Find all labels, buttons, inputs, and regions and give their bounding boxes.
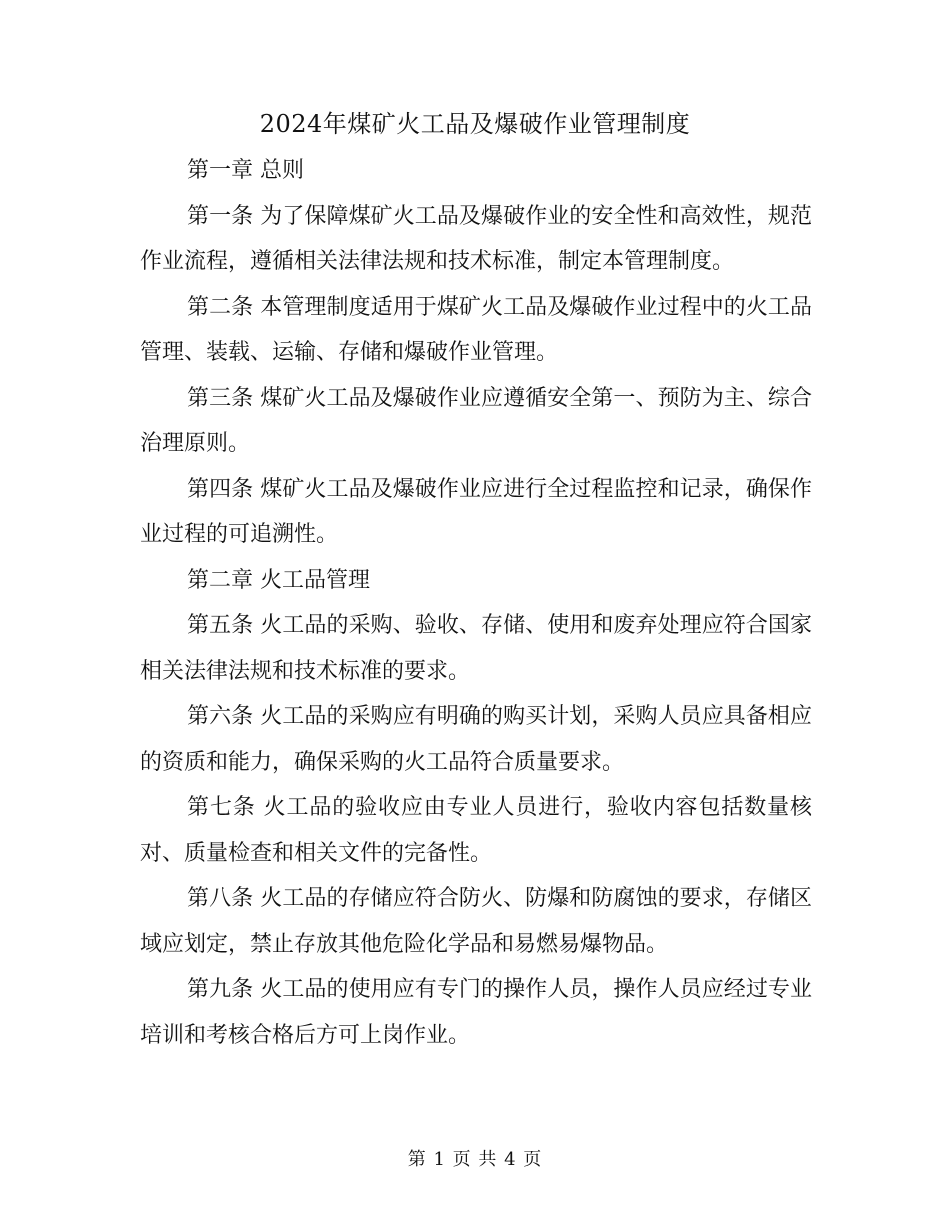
article-paragraph: 第二条 本管理制度适用于煤矿火工品及爆破作业过程中的火工品管理、装载、运输、存储和爆破作业管理。	[140, 294, 812, 365]
article-paragraph: 第六条 火工品的采购应有明确的购买计划，采购人员应具备相应的资质和能力，确保采购的火工品符合质量要求。	[140, 704, 812, 775]
article-paragraph: 第三条 煤矿火工品及爆破作业应遵循安全第一、预防为主、综合治理原则。	[140, 385, 812, 456]
article-paragraph: 第七条 火工品的验收应由专业人员进行，验收内容包括数量核对、质量检查和相关文件的完备性。	[140, 795, 812, 866]
chapter-heading: 第二章 火工品管理	[187, 567, 370, 593]
article-paragraph: 第一条 为了保障煤矿火工品及爆破作业的安全性和高效性，规范作业流程，遵循相关法律法规和技术标准，制定本管理制度。	[140, 203, 812, 274]
chapter-heading: 第一章 总则	[187, 158, 304, 183]
article-paragraph: 第九条 火工品的使用应有专门的操作人员，操作人员应经过专业培训和考核合格后方可上岗作业。	[140, 977, 812, 1048]
page-footer	[0, 1147, 950, 1173]
article-paragraph: 第四条 煤矿火工品及爆破作业应进行全过程监控和记录，确保作业过程的可追溯性。	[140, 476, 812, 547]
page-number: 第 1 页 共 4 页	[407, 1149, 543, 1170]
document-title: 2024年煤矿火工品及爆破作业管理制度	[259, 110, 691, 138]
article-paragraph: 第五条 火工品的采购、验收、存储、使用和废弃处理应符合国家相关法律法规和技术标准的要求。	[140, 613, 812, 684]
document-body	[140, 148, 812, 1058]
article-paragraph: 第八条 火工品的存储应符合防火、防爆和防腐蚀的要求，存储区域应划定，禁止存放其他危险化学品和易燃易爆物品。	[140, 886, 812, 957]
